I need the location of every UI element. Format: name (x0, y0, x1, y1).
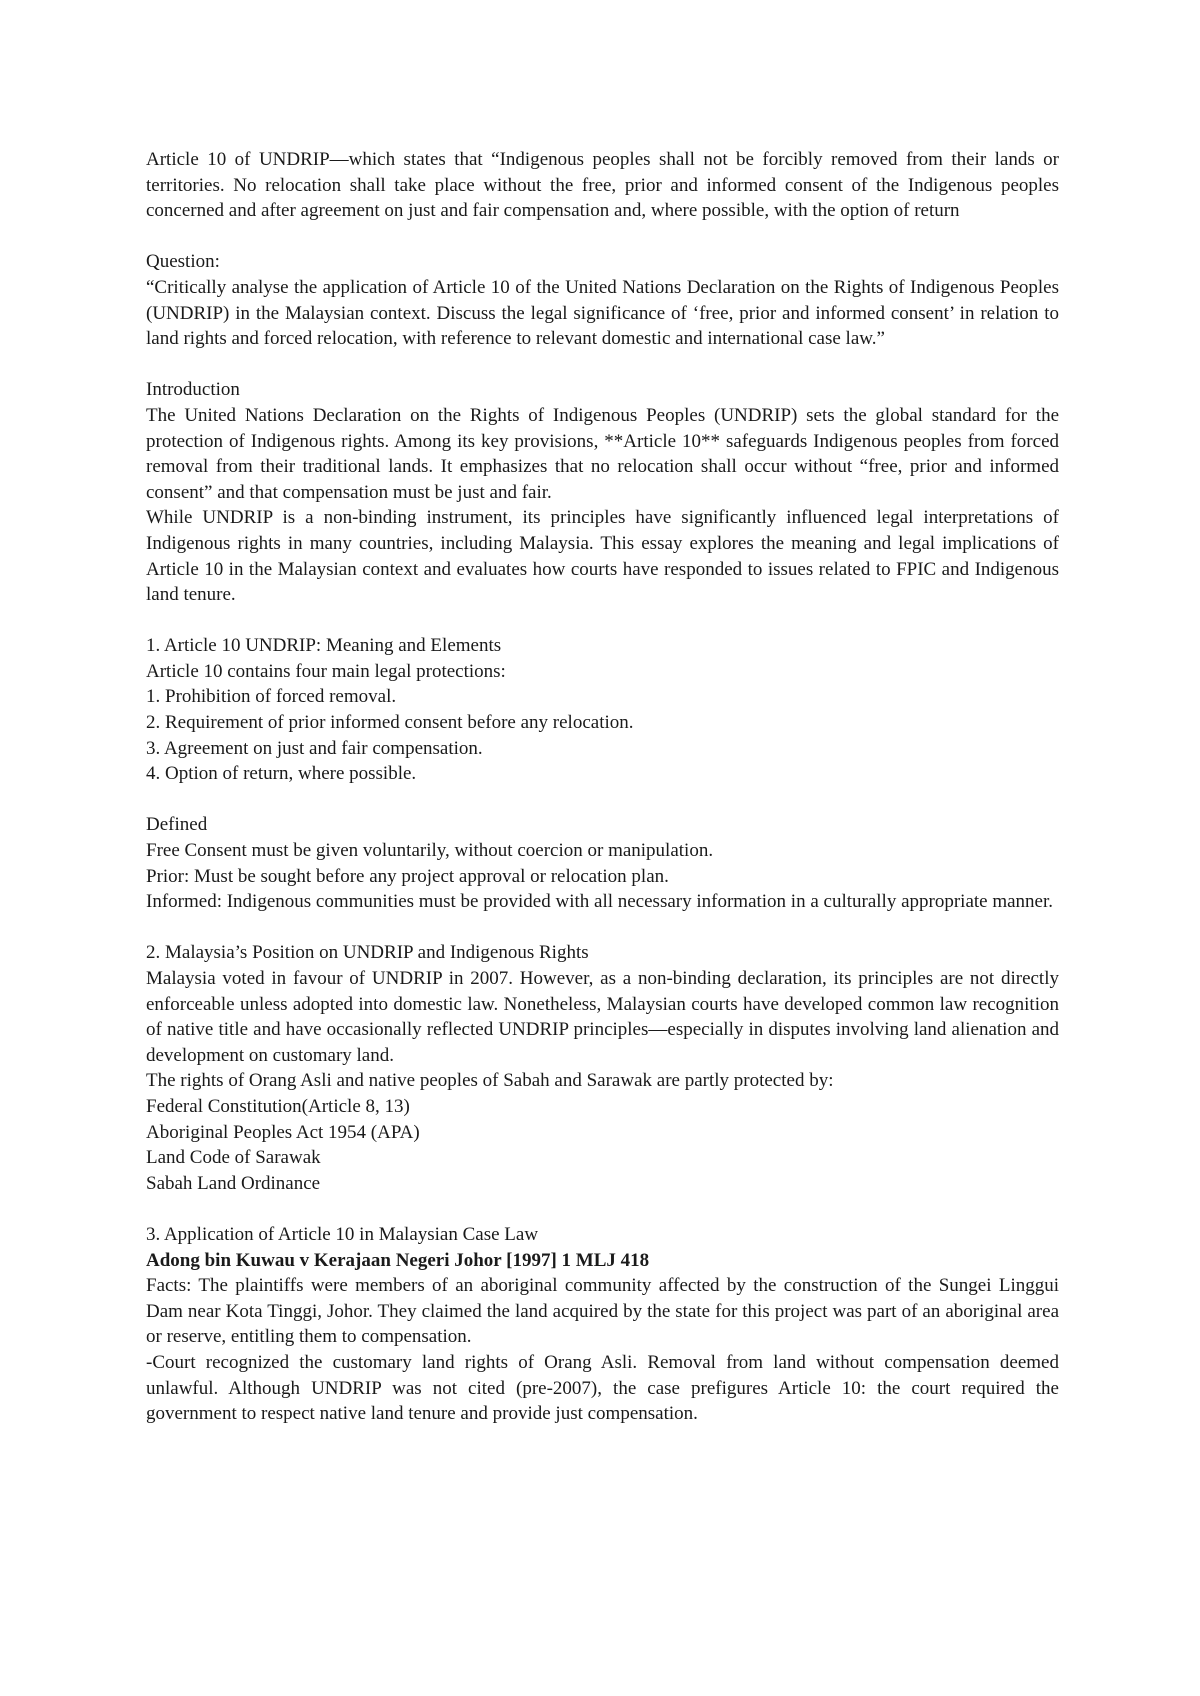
legal-instruments-list (146, 1094, 1059, 1196)
definition-informed: Informed: Indigenous communities must be provided with all necessary information in a culturally appropriate manner. (146, 891, 1054, 913)
section-3-heading: 3. Application of Article 10 in Malaysian Case Law (146, 1223, 539, 1245)
protection-item: 4. Option of return, where possible. (146, 763, 417, 785)
legal-instrument-item: Federal Constitution(Article 8, 13) (146, 1095, 410, 1117)
section-1-lead: Article 10 contains four main legal protections: (146, 660, 506, 682)
article-10-quote: Article 10 of UNDRIP—which states that “Indigenous peoples shall not be forcibly removed from their lands or territories. No relocation shall take place without the free, prior and informed consent of the Indigenous peoples concerned and after agreement on just and fair compensation and, where possible, with the option of return (146, 149, 1059, 222)
introduction-paragraph-1: The United Nations Declaration on the Rights of Indigenous Peoples (UNDRIP) sets the global standard for the protection of Indigenous rights. Among its key provisions, **Article 10** safeguards Indigenous peoples from forced removal from their traditional lands. It emphasizes that no relocation shall occur without “free, prior and informed consent” and that compensation must be just and fair. (146, 404, 1059, 503)
section-2-lead: The rights of Orang Asli and native peoples of Sabah and Sarawak are partly protected by: (146, 1070, 834, 1092)
section-1-heading: 1. Article 10 UNDRIP: Meaning and Elements (146, 635, 502, 657)
legal-instrument-item: Sabah Land Ordinance (146, 1172, 321, 1194)
paragraph-gap (146, 608, 1059, 634)
question-label: Question: (146, 251, 220, 273)
protection-item: 2. Requirement of prior informed consent before any relocation. (146, 712, 634, 734)
case-facts: Facts: The plaintiffs were members of an aboriginal community affected by the construction of the Sungei Linggui Dam near Kota Tinggi, Johor. They claimed the land acquired by the state for this project was part of an aboriginal area or reserve, entitling them to compensation. (146, 1275, 1059, 1348)
section-2-paragraph: Malaysia voted in favour of UNDRIP in 2007. However, as a non-binding declaration, its principles are not directly enforceable unless adopted into domestic law. Nonetheless, Malaysian courts have developed common law recognition of native title and have occasionally reflected UNDRIP principles—especially in disputes involving land alienation and development on customary land. (146, 968, 1059, 1066)
case-holding: -Court recognized the customary land rights of Orang Asli. Removal from land without compensation deemed unlawful. Although UNDRIP was not cited (pre-2007), the case prefigures Article 10: the court required the government to respect native land tenure and provide just compensation. (146, 1351, 1059, 1425)
paragraph-gap (146, 915, 1059, 941)
question-text: “Critically analyse the application of Article 10 of the United Nations Declaration on the Rights of Indigenous Peoples (UNDRIP) in the Malaysian context. Discuss the legal significance of ‘free, prior and informed consent’ in relation to land rights and forced relocation, with reference to relevant domestic and international case law.” (146, 276, 1059, 350)
defined-heading: Defined (146, 814, 208, 836)
paragraph-gap (146, 787, 1059, 813)
protections-list (146, 684, 1059, 786)
definition-prior: Prior: Must be sought before any project approval or relocation plan. (146, 865, 669, 887)
paragraph-gap (146, 352, 1059, 378)
legal-instrument-item: Land Code of Sarawak (146, 1147, 321, 1169)
case-title: Adong bin Kuwau v Kerajaan Negeri Johor [1997] 1 MLJ 418 (146, 1249, 650, 1271)
introduction-heading: Introduction (146, 379, 240, 401)
section-2-heading: 2. Malaysia’s Position on UNDRIP and Indigenous Rights (146, 942, 589, 964)
protection-item: 1. Prohibition of forced removal. (146, 686, 397, 708)
legal-instrument-item: Aboriginal Peoples Act 1954 (APA) (146, 1121, 420, 1143)
protection-item: 3. Agreement on just and fair compensation. (146, 737, 483, 759)
paragraph-gap (146, 224, 1059, 250)
paragraph-gap (146, 1196, 1059, 1222)
definition-free: Free Consent must be given voluntarily, without coercion or manipulation. (146, 840, 714, 862)
introduction-paragraph-2: While UNDRIP is a non-binding instrument, its principles have significantly influenced legal interpretations of Indigenous rights in many countries, including Malaysia. This essay explores the meaning and legal implications of Article 10 in the Malaysian context and evaluates how courts have responded to issues related to FPIC and Indigenous land tenure. (146, 507, 1059, 606)
